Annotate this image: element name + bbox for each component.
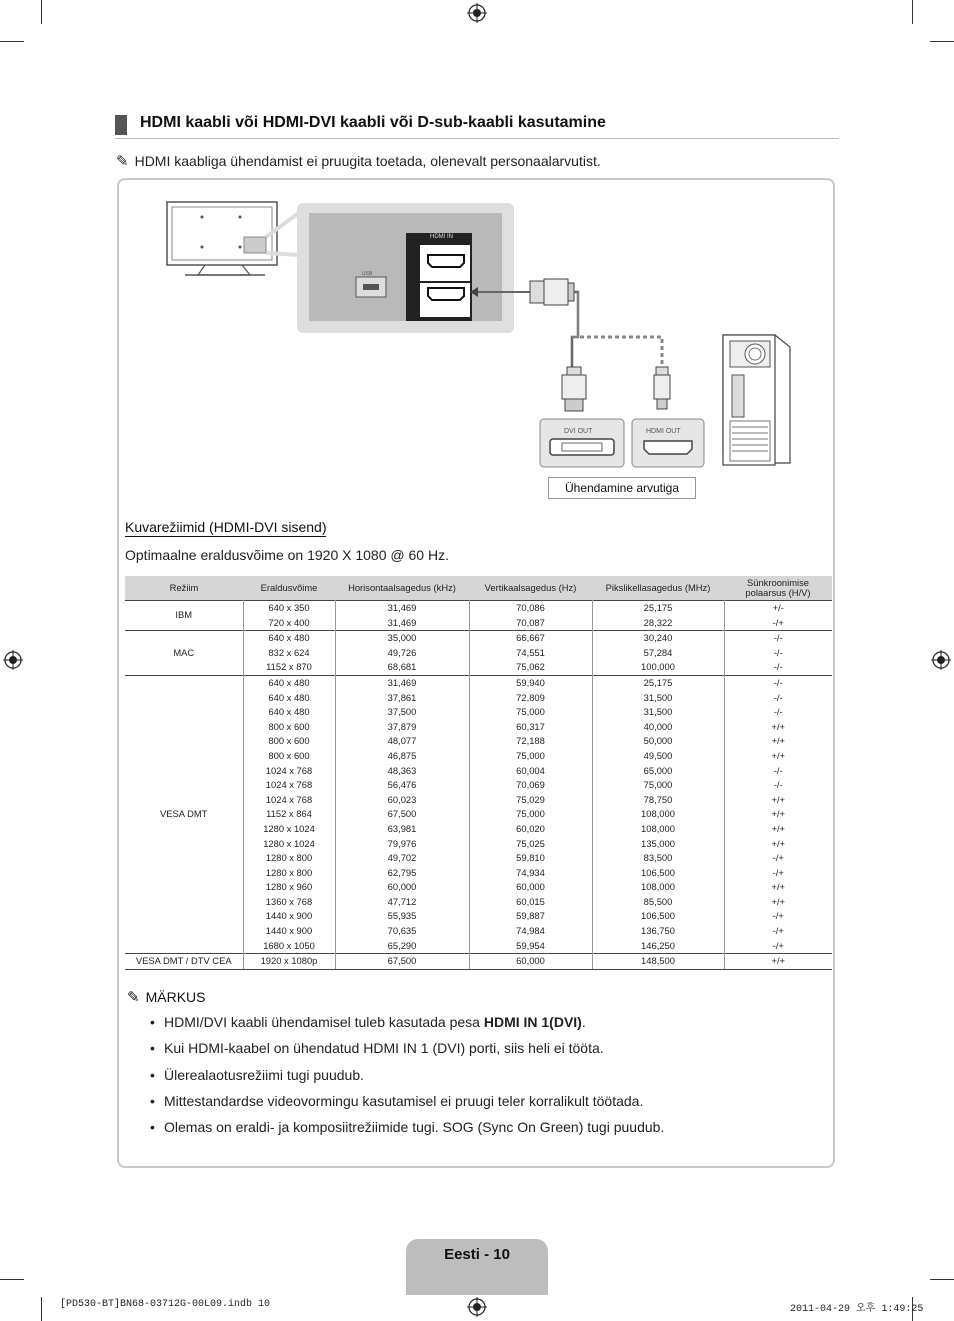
cell-value: +/+ [771, 793, 786, 805]
cell-value: -/+ [772, 616, 784, 628]
pc-tower-illustration [723, 335, 790, 465]
cell-value: 1440 x 900 [265, 910, 313, 922]
value-cell [592, 601, 724, 631]
registration-mark-icon [467, 3, 487, 23]
cell-value: 148,500 [641, 955, 675, 967]
value-cell [724, 954, 832, 970]
notes-list [150, 1014, 664, 1145]
cell-value: 72,188 [516, 735, 545, 747]
usb-port-label: USB [362, 271, 373, 277]
value-cell [243, 631, 335, 676]
cell-value: 146,250 [641, 939, 675, 951]
cell-value: 63,981 [387, 822, 417, 834]
mode-cell: MAC [125, 631, 243, 676]
registration-mark-icon [467, 1297, 487, 1317]
note-text: . [581, 1014, 586, 1030]
cell-value: 136,750 [641, 925, 675, 937]
cell-value: 25,175 [643, 602, 673, 613]
cell-value: 75,000 [516, 706, 545, 718]
cell-value: 1920 x 1080p [260, 955, 318, 967]
cell-value: 70,086 [516, 602, 545, 613]
note-text: Kui HDMI-kaabel on ühendatud HDMI IN 1 (DVI) porti, siis heli ei tööta. [164, 1040, 604, 1057]
cell-value: -/+ [772, 939, 784, 951]
cell-value: 31,469 [387, 602, 417, 613]
cell-value: 68,681 [387, 661, 417, 673]
cell-value: 25,175 [643, 676, 673, 688]
cell-value: 59,810 [516, 852, 545, 864]
cell-value: -/- [773, 764, 783, 776]
mode-cell: VESA DMT [125, 675, 243, 953]
value-cell [724, 631, 832, 676]
cell-value: +/+ [771, 837, 786, 849]
cell-value: 37,879 [387, 720, 417, 732]
cell-value: 1024 x 768 [265, 793, 313, 805]
crop-mark [41, 0, 42, 24]
cell-value: 78,750 [643, 793, 673, 805]
cell-value: 49,702 [387, 852, 417, 864]
cell-value: 800 x 600 [268, 720, 310, 732]
table-row [125, 954, 832, 970]
cell-value: 62,795 [387, 866, 417, 878]
cell-value: 48,363 [387, 764, 417, 776]
cell-value: 65,000 [643, 764, 673, 776]
cell-value: 640 x 480 [268, 706, 310, 718]
cell-value: 1024 x 768 [265, 779, 313, 791]
table-row [125, 675, 832, 953]
cell-value: 50,000 [643, 735, 673, 747]
cell-value: 108,000 [641, 808, 675, 820]
col-header-pixel-clock: Pikslikellasagedus (MHz) [592, 576, 724, 601]
crop-mark [930, 41, 954, 42]
cell-value: 135,000 [641, 837, 675, 849]
display-modes-title: Kuvarežiimid (HDMI-DVI sisend) [125, 519, 327, 535]
cell-value: 75,000 [643, 779, 673, 791]
cell-value: 60,015 [516, 895, 545, 907]
cell-value: 60,000 [387, 881, 417, 893]
cell-value: 640 x 480 [268, 691, 310, 703]
cell-value: 66,667 [516, 632, 545, 644]
cell-value: +/- [772, 602, 784, 613]
cell-value: 75,029 [516, 793, 545, 805]
cell-value: 1280 x 800 [265, 852, 313, 864]
table-row [125, 631, 832, 676]
top-note [116, 152, 601, 170]
value-cell [335, 631, 469, 676]
cell-value: 1280 x 1024 [263, 822, 315, 834]
cell-value: 48,077 [387, 735, 417, 747]
registration-mark-icon [3, 650, 23, 670]
value-cell [724, 675, 832, 953]
value-cell [469, 601, 592, 631]
cell-value: 85,500 [643, 895, 673, 907]
cell-value: +/+ [771, 720, 786, 732]
cell-value: -/+ [772, 925, 784, 937]
cell-value: 800 x 600 [268, 735, 310, 747]
cell-value: 1280 x 1024 [263, 837, 315, 849]
cell-value: +/+ [771, 808, 786, 820]
cell-value: -/- [773, 691, 783, 703]
section-heading: HDMI kaabli või HDMI-DVI kaabli või D-sub-kaabli kasutamine [140, 114, 606, 131]
cell-value: +/+ [771, 955, 786, 967]
value-cell [724, 601, 832, 631]
cell-value: +/+ [771, 881, 786, 893]
cell-value: -/- [773, 779, 783, 791]
cell-value: 70,069 [516, 779, 545, 791]
value-cell [592, 954, 724, 970]
cell-value: 74,551 [516, 646, 545, 658]
cell-value: 59,940 [516, 676, 545, 688]
note-item [150, 1093, 664, 1119]
cell-value: 75,000 [516, 749, 545, 761]
cell-value: 106,500 [641, 910, 675, 922]
cell-value: -/- [773, 646, 783, 658]
cell-value: +/+ [771, 895, 786, 907]
note-text: HDMI/DVI kaabli ühendamisel tuleb kasutada pesa [164, 1014, 484, 1030]
cell-value: 1440 x 900 [265, 925, 313, 937]
cell-value: 640 x 350 [268, 602, 310, 613]
cell-value: 720 x 400 [268, 616, 310, 628]
cell-value: 832 x 624 [268, 646, 310, 658]
value-cell [243, 954, 335, 970]
cell-value: 31,500 [643, 706, 673, 718]
cell-value: -/+ [772, 852, 784, 864]
mode-cell: IBM [125, 601, 243, 631]
hdmi-plug-icon [654, 367, 670, 409]
optimal-resolution-text: Optimaalne eraldusvõime on 1920 X 1080 @ 60 Hz. [125, 547, 449, 563]
cell-value: 1360 x 768 [265, 895, 313, 907]
value-cell [469, 954, 592, 970]
value-cell [243, 675, 335, 953]
cell-value: 37,500 [387, 706, 417, 718]
col-header-sync-polarity: Sünkroonimise polaarsus (H/V) [724, 576, 832, 601]
pencil-note-icon: ✎ [116, 152, 129, 170]
col-header-mode: Režiim [125, 576, 243, 601]
cell-value: -/+ [772, 866, 784, 878]
cell-value: +/+ [771, 822, 786, 834]
value-cell [469, 631, 592, 676]
heading-divider [115, 138, 839, 139]
cell-value: 106,500 [641, 866, 675, 878]
note-item [150, 1040, 664, 1066]
tv-back-illustration [167, 202, 277, 275]
cell-value: -/+ [772, 910, 784, 922]
cell-value: -/- [773, 676, 783, 688]
note-text: Olemas on eraldi- ja komposiitrežiimide tugi. SOG (Sync On Green) tugi puudub. [164, 1119, 665, 1136]
cell-value: 1280 x 800 [265, 866, 313, 878]
crop-mark [912, 0, 913, 24]
cell-value: 79,976 [387, 837, 417, 849]
top-note-text: HDMI kaabliga ühendamist ei pruugita toetada, olenevalt personaalarvutist. [134, 153, 601, 169]
notes-title [127, 988, 205, 1006]
cell-value: 60,000 [516, 881, 545, 893]
cell-value: 640 x 480 [268, 676, 310, 688]
cell-value: 60,004 [516, 764, 545, 776]
cell-value: 108,000 [641, 822, 675, 834]
cell-value: 60,317 [516, 720, 545, 732]
cell-value: 74,984 [516, 925, 545, 937]
cell-value: 1280 x 960 [265, 881, 313, 893]
value-cell [592, 675, 724, 953]
cell-value: 70,087 [516, 616, 545, 628]
cell-value: 31,469 [387, 676, 417, 688]
value-cell [592, 631, 724, 676]
cell-value: 108,000 [641, 881, 675, 893]
cell-value: 67,500 [387, 808, 417, 820]
cell-value: 800 x 600 [268, 749, 310, 761]
crop-mark [0, 1279, 24, 1280]
cell-value: 59,954 [516, 939, 545, 951]
cell-value: 40,000 [643, 720, 673, 732]
cell-value: 75,000 [516, 808, 545, 820]
pencil-note-icon: ✎ [127, 988, 140, 1006]
value-cell [469, 675, 592, 953]
cell-value: 35,000 [387, 632, 417, 644]
cell-value: 75,062 [516, 661, 545, 673]
registration-mark-icon [931, 650, 951, 670]
cell-value: -/- [773, 706, 783, 718]
table-header-row [125, 576, 832, 601]
cell-value: 59,887 [516, 910, 545, 922]
value-cell [335, 675, 469, 953]
cell-value: +/+ [771, 735, 786, 747]
dvi-out-label: DVI OUT [564, 428, 593, 435]
cell-value: -/- [773, 632, 783, 644]
table-row [125, 601, 832, 631]
col-header-vertical-freq: Vertikaalsagedus (Hz) [469, 576, 592, 601]
cell-value: -/- [773, 661, 783, 673]
table-body [125, 601, 832, 970]
hdmi-in-port-label: HDMI IN [430, 234, 453, 240]
pc-connection-label: Ühendamine arvutiga [548, 477, 696, 499]
hdmi-out-port-icon [644, 441, 692, 454]
cell-value: 37,861 [387, 691, 417, 703]
cell-value: 1152 x 864 [266, 808, 312, 820]
cell-value: 65,290 [387, 939, 417, 951]
cell-value: 100,000 [641, 661, 675, 673]
footer-timestamp: 2011-04-29 오후 1:49:25 [790, 1304, 924, 1315]
note-item [150, 1119, 664, 1145]
note-text: Mittestandardse videovormingu kasutamisel ei pruugi teler korralikult töötada. [164, 1092, 644, 1109]
note-item [150, 1014, 664, 1040]
cell-value: 31,469 [387, 616, 417, 628]
crop-mark [0, 41, 24, 42]
mode-cell: VESA DMT / DTV CEA [125, 954, 243, 970]
cell-value: 49,500 [643, 749, 673, 761]
cell-value: 47,712 [387, 895, 417, 907]
cell-value: 72,809 [516, 691, 545, 703]
cell-value: +/+ [771, 749, 786, 761]
hdmi-out-label: HDMI OUT [646, 428, 681, 435]
col-header-horizontal-freq: Horisontaalsagedus (kHz) [335, 576, 469, 601]
cell-value: 70,635 [387, 925, 417, 937]
cell-value: 49,726 [387, 646, 417, 658]
cell-value: 60,020 [516, 822, 545, 834]
cell-value: 60,000 [516, 955, 545, 967]
value-cell [335, 954, 469, 970]
cell-value: 67,500 [387, 955, 417, 967]
notes-title-text: MÄRKUS [145, 989, 206, 1005]
cell-value: 30,240 [643, 632, 673, 644]
value-cell [335, 601, 469, 631]
connection-diagram [160, 195, 800, 475]
heading-marker [115, 115, 127, 135]
cell-value: 1024 x 768 [265, 764, 313, 776]
footer-file-info: [PD530-BT]BN68-03712G-00L09.indb 10 [60, 1299, 271, 1310]
note-text: HDMI IN 1(DVI) [483, 1014, 582, 1030]
cell-value: 1680 x 1050 [263, 939, 315, 951]
cell-value: 83,500 [643, 852, 673, 864]
cell-value: 60,023 [387, 793, 417, 805]
dvi-out-port-icon [550, 439, 614, 455]
dvi-plug-icon [562, 367, 586, 411]
cell-value: 55,935 [387, 910, 417, 922]
cell-value: 46,875 [387, 749, 417, 761]
note-text: Ülerealaotusrežiimi tugi puudub. [164, 1066, 364, 1083]
cell-value: 1152 x 870 [266, 661, 312, 673]
cell-value: 56,476 [387, 779, 417, 791]
display-modes-table [125, 576, 832, 970]
col-header-resolution: Eraldusvõime [243, 576, 335, 601]
cell-value: 640 x 480 [268, 632, 310, 644]
cell-value: 75,025 [516, 837, 545, 849]
cell-value: 28,322 [643, 616, 673, 628]
crop-mark [930, 1279, 954, 1280]
page-number: Eesti - 10 [444, 1246, 510, 1263]
cell-value: 57,284 [643, 646, 673, 658]
cell-value: 31,500 [643, 691, 673, 703]
value-cell [243, 601, 335, 631]
crop-mark [41, 1297, 42, 1321]
cell-value: 74,934 [516, 866, 545, 878]
note-item [150, 1067, 664, 1093]
